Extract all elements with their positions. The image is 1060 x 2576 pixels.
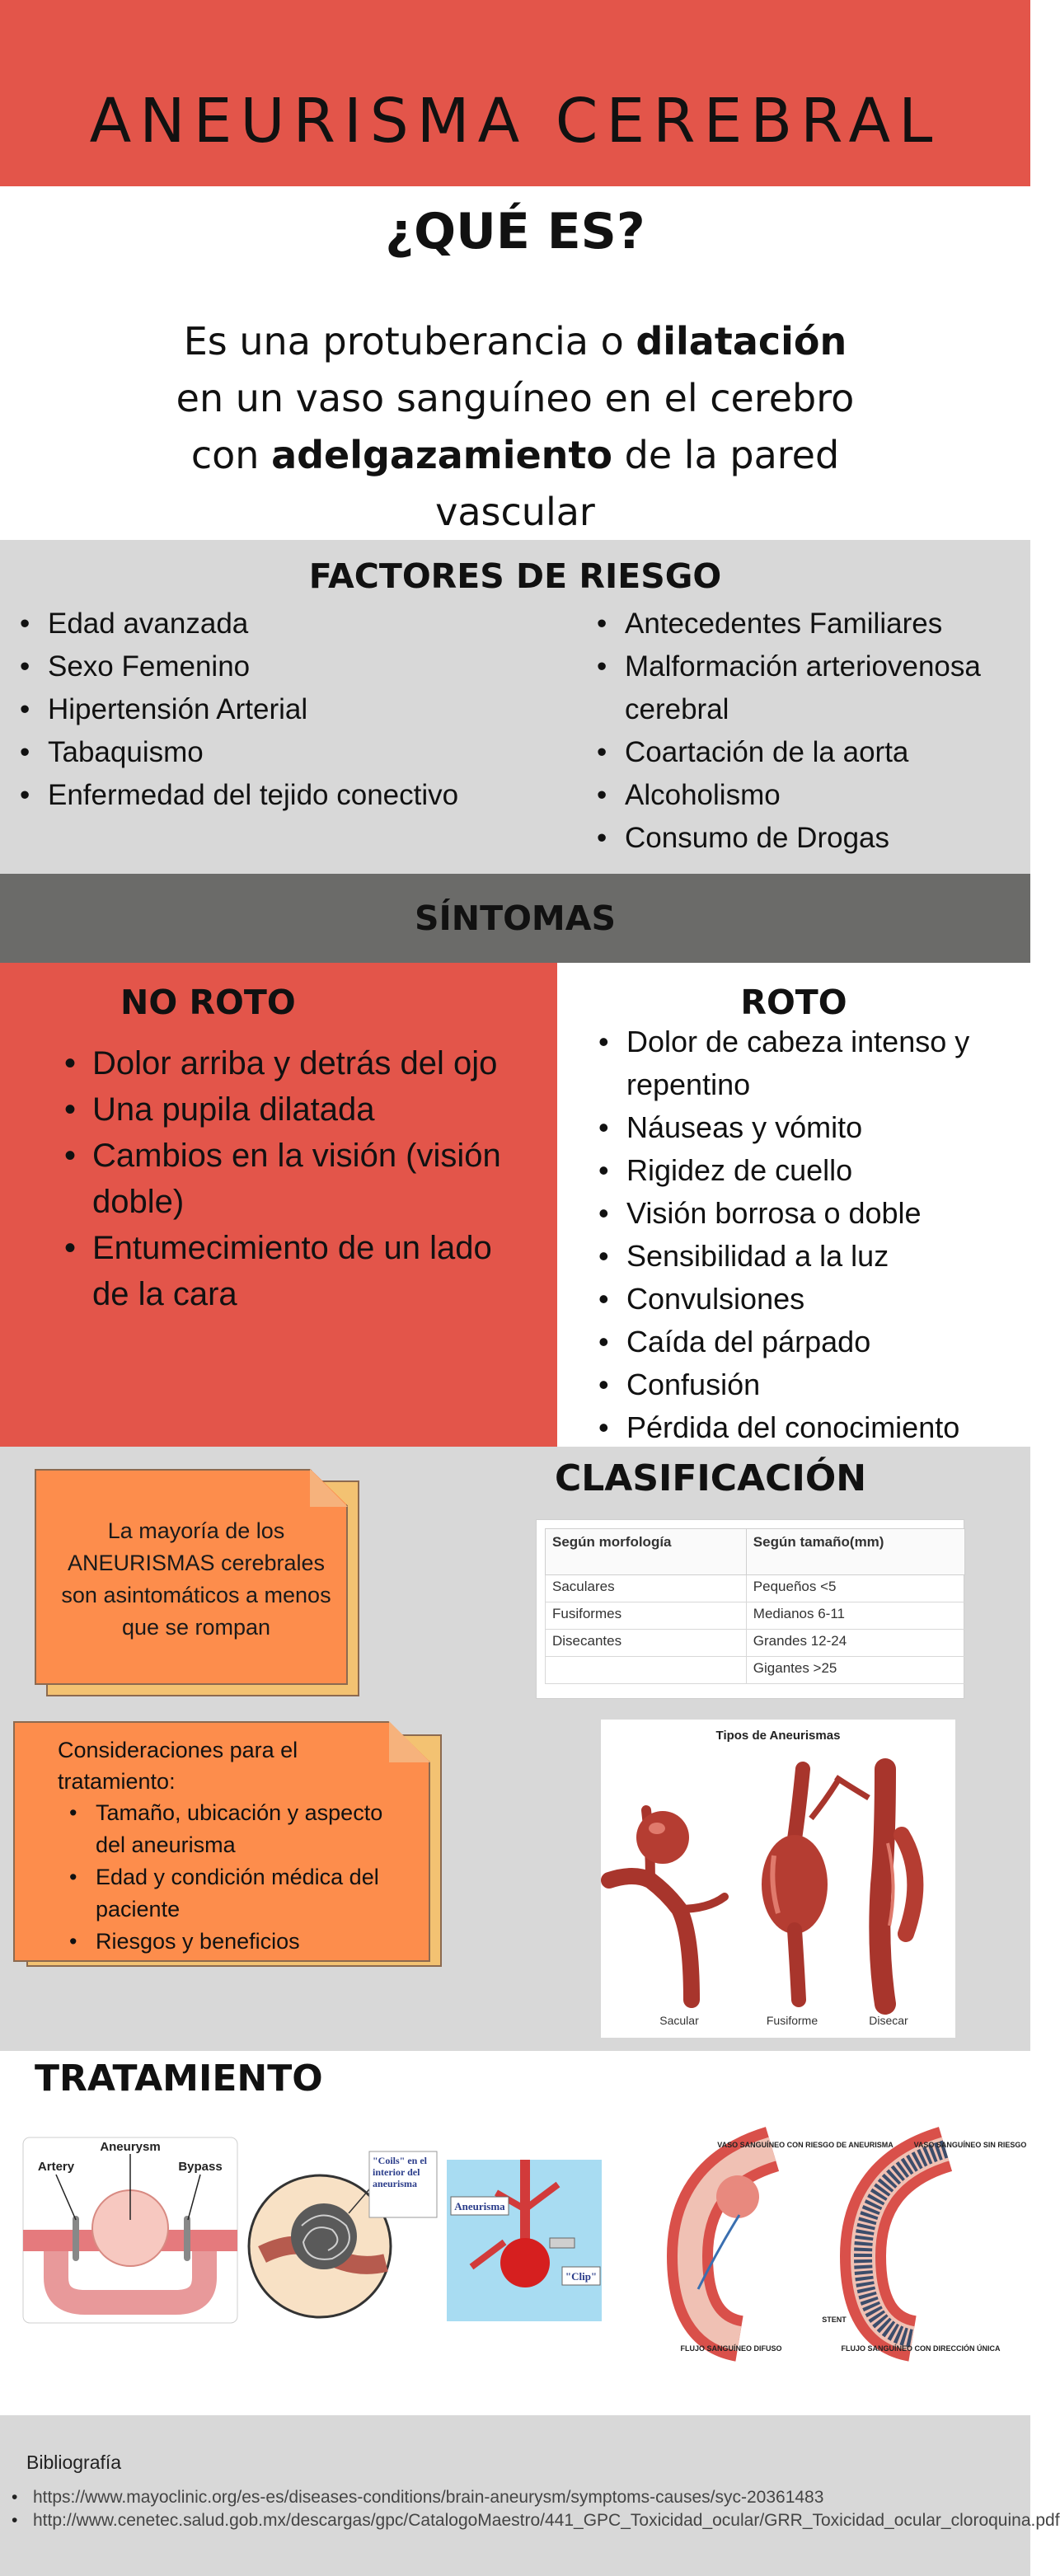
- list-item: • Caída del párpado: [593, 1321, 1030, 1363]
- symptoms-heading: SÍNTOMAS: [415, 899, 616, 938]
- table-cell: Medianos 6-11: [746, 1602, 964, 1630]
- coils-illustration: [246, 2147, 440, 2320]
- table-row: [546, 1657, 965, 1684]
- table-cell: [546, 1657, 747, 1684]
- list-item: • Malformación arteriovenosa cerebral: [593, 645, 1022, 731]
- label-aneurysm: Aneurysm: [100, 2140, 161, 2154]
- list-item: • Edad y condición médica del paciente: [64, 1861, 394, 1926]
- risk-list-right: [593, 603, 1022, 860]
- classification-table: [545, 1528, 965, 1684]
- table-row: [546, 1630, 965, 1657]
- classification-heading: CLASIFICACIÓN: [554, 1457, 867, 1499]
- list-item: • Edad avanzada: [16, 603, 577, 645]
- illustration-title: Tipos de Aneurismas: [715, 1729, 841, 1743]
- treatment-heading: TRATAMIENTO: [35, 2058, 323, 2100]
- list-item: • Dolor de cabeza intenso y repentino: [593, 1021, 1030, 1106]
- definition-text: Es una protuberancia o: [183, 319, 636, 364]
- list-item: • Antecedentes Familiares: [593, 603, 1022, 645]
- table-row: [546, 1575, 965, 1602]
- list-item: • Hipertensión Arterial: [16, 688, 577, 731]
- label-bypass: Bypass: [178, 2160, 223, 2174]
- illustration-label: Disecar: [869, 2014, 908, 2027]
- unruptured-heading: NO ROTO: [120, 983, 296, 1022]
- considerations-heading: Consideraciones para el tratamiento:: [58, 1738, 298, 1794]
- list-item: • Visión borrosa o doble: [593, 1192, 1030, 1235]
- list-item: • Sensibilidad a la luz: [593, 1235, 1030, 1278]
- considerations-list: [64, 1797, 394, 1958]
- table-cell: Gigantes >25: [746, 1657, 964, 1684]
- header-banner: [0, 0, 1030, 186]
- label-diffuse-flow: FLUJO SANGUÍNEO DIFUSO: [680, 2344, 782, 2353]
- label-vessel-safe: VASO SANGUÍNEO SIN RIESGO: [913, 2141, 1027, 2149]
- list-item: • Alcoholismo: [593, 774, 1022, 817]
- label-vessel-risk: VASO SANGUÍNEO CON RIESGO DE ANEURISMA: [717, 2141, 893, 2149]
- clip-illustration: [447, 2160, 602, 2321]
- list-item: • Dolor arriba y detrás del ojo: [59, 1040, 504, 1086]
- definition-bold: dilatación: [636, 319, 847, 364]
- ruptured-heading: ROTO: [740, 983, 847, 1022]
- list-item: • Una pupila dilatada: [59, 1086, 504, 1133]
- list-item: • Náuseas y vómito: [593, 1106, 1030, 1149]
- list-item: • Cambios en la visión (visión doble): [59, 1133, 504, 1225]
- list-item: • Sexo Femenino: [16, 645, 577, 688]
- table-row: [546, 1602, 965, 1630]
- label-aneurisma: Aneurisma: [454, 2200, 505, 2212]
- reference-link[interactable]: • https://www.mayoclinic.org/es-es/diseases-conditions/brain-aneurysm/symptoms-causes/syc-20361483: [10, 2486, 1024, 2509]
- list-item: • Tabaquismo: [16, 731, 577, 774]
- unruptured-list: [59, 1040, 504, 1317]
- list-item: • Entumecimiento de un lado de la cara: [59, 1225, 504, 1317]
- list-item: • Tamaño, ubicación y aspecto del aneurisma: [64, 1797, 394, 1861]
- symptoms-bar: [0, 874, 1030, 963]
- label-artery: Artery: [37, 2160, 75, 2174]
- page-title: ANEURISMA CEREBRAL: [89, 86, 941, 157]
- illustration-label: Sacular: [659, 2014, 699, 2027]
- risk-factors-section: [0, 540, 1030, 874]
- list-item: • Pérdida del conocimiento: [593, 1406, 1030, 1449]
- list-item: • Riesgos y beneficios: [64, 1926, 394, 1958]
- bibliography-heading: Bibliografía: [26, 2452, 122, 2473]
- label-stent: STENT: [822, 2316, 847, 2324]
- label-coils: "Coils" en el interior del aneurisma: [373, 2155, 427, 2189]
- list-item: • Rigidez de cuello: [593, 1149, 1030, 1192]
- aneurysm-types-illustration: [601, 1720, 955, 2038]
- table-header-row: [546, 1529, 965, 1575]
- que-es-definition: [165, 313, 865, 541]
- list-item: • Confusión: [593, 1363, 1030, 1406]
- risk-list-left: [16, 603, 577, 817]
- table-cell: Disecantes: [546, 1630, 747, 1657]
- que-es-heading: ¿QUÉ ES?: [385, 203, 645, 260]
- reference-link[interactable]: • http://www.cenetec.salud.gob.mx/descargas/gpc/CatalogoMaestro/441_GPC_Toxicidad_ocular/GRR_Toxicidad_ocular_cloroquina.pdf: [10, 2509, 1024, 2532]
- risk-factors-heading: FACTORES DE RIESGO: [308, 556, 722, 596]
- definition-text: de la pared vascular: [435, 433, 840, 534]
- classification-table-image: [536, 1519, 964, 1699]
- definition-text: en un vaso sanguíneo en el cerebro con: [176, 376, 855, 477]
- asymptomatic-note-text: La mayoría de los ANEURISMAS cerebrales son asintomáticos a menos que se rompan: [61, 1518, 331, 1640]
- list-item: • Consumo de Drogas: [593, 817, 1022, 860]
- unruptured-panel: [0, 963, 557, 1447]
- table-header: Según morfología: [546, 1529, 747, 1575]
- label-clip: "Clip": [565, 2270, 598, 2283]
- table-cell: Pequeños <5: [746, 1575, 964, 1602]
- bypass-illustration: [23, 2137, 237, 2323]
- label-directed-flow: FLUJO SANGUÍNEO CON DIRECCIÓN ÚNICA: [841, 2344, 1001, 2353]
- table-header: Según tamaño(mm): [746, 1529, 964, 1575]
- list-item: • Convulsiones: [593, 1278, 1030, 1321]
- ruptured-list: [593, 1021, 1030, 1449]
- bibliography-list: [10, 2486, 1060, 2532]
- list-item: • Coartación de la aorta: [593, 731, 1022, 774]
- illustration-label: Fusiforme: [766, 2014, 818, 2027]
- definition-bold: adelgazamiento: [271, 433, 613, 477]
- table-cell: Grandes 12-24: [746, 1630, 964, 1657]
- list-item: • Enfermedad del tejido conectivo: [16, 774, 577, 817]
- table-cell: Fusiformes: [546, 1602, 747, 1630]
- table-cell: Saculares: [546, 1575, 747, 1602]
- stent-illustration: [673, 2124, 1027, 2355]
